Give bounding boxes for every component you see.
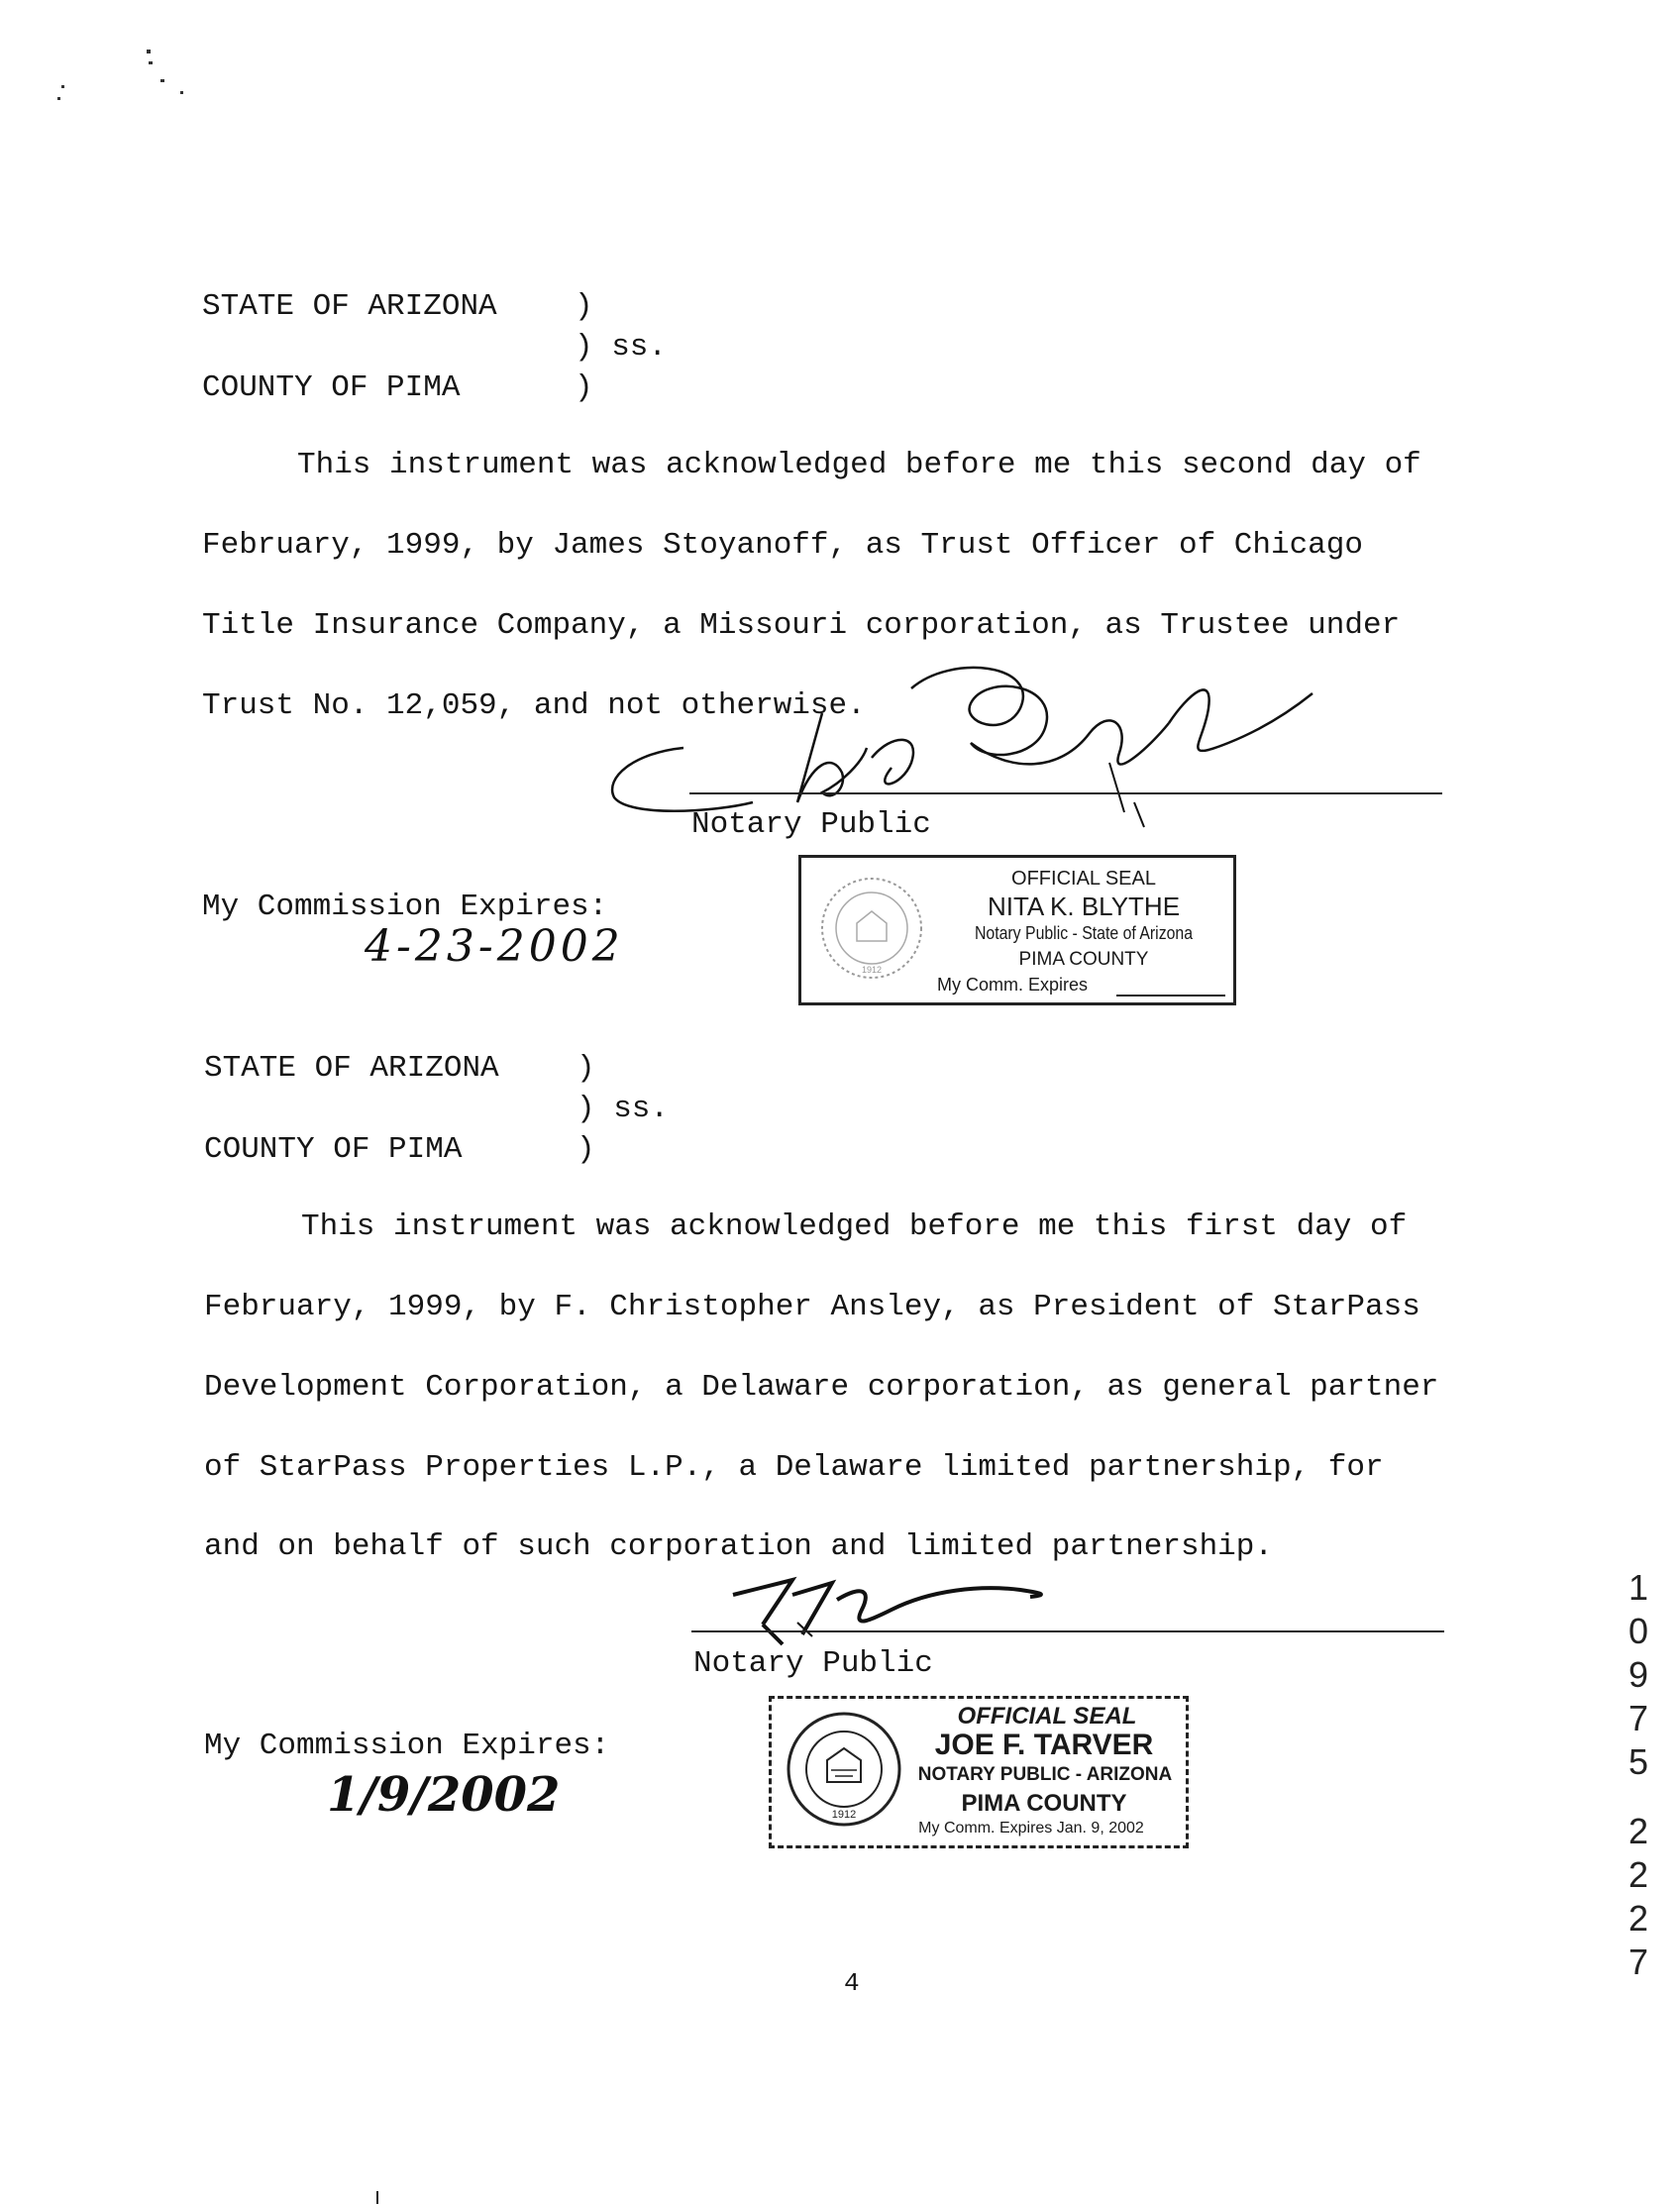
notary-signature-2: [723, 1565, 1119, 1654]
commission-date-handwritten: 1/9/2002: [327, 1767, 561, 1823]
ss-label: ) ss.: [575, 330, 668, 365]
signature-line-2: [691, 1630, 1444, 1632]
notary-public-label: Notary Public: [693, 1646, 933, 1681]
svg-text:1912: 1912: [831, 1809, 857, 1821]
stamp-digit: 2: [1628, 1811, 1649, 1851]
scan-speck: [160, 79, 164, 82]
seal-expiry-blank: [1116, 995, 1225, 997]
signature-line-1: [689, 792, 1442, 794]
paragraph-line: Title Insurance Company, a Missouri corporation, as Trustee under: [202, 608, 1401, 643]
stamp-digit: 2: [1628, 1898, 1649, 1939]
venue-paren: ): [575, 289, 593, 324]
seal-notary-name: NITA K. BLYTHE: [987, 892, 1181, 921]
paragraph-line: February, 1999, by F. Christopher Ansley, as President of StarPass: [204, 1290, 1420, 1324]
scan-edge-mark: [376, 2191, 378, 2204]
stamp-digit: 9: [1628, 1654, 1649, 1695]
paragraph-line: February, 1999, by James Stoyanoff, as Trust Officer of Chicago: [202, 528, 1363, 563]
paragraph-line: Trust No. 12,059, and not otherwise.: [202, 688, 866, 723]
paragraph-line: This instrument was acknowledged before me this second day of: [297, 448, 1421, 482]
seal-county: PIMA COUNTY: [1018, 949, 1149, 970]
state-seal-emblem-icon: [817, 874, 926, 983]
notary-signature-1: [594, 654, 1327, 832]
venue-paren: ): [577, 1051, 595, 1086]
seal-title: OFFICIAL SEAL: [957, 1703, 1137, 1730]
scan-speck: [149, 61, 153, 64]
seal-comm-expires: My Comm. Expires Jan. 9, 2002: [918, 1820, 1144, 1837]
stamp-digit: 0: [1628, 1611, 1649, 1651]
paragraph-line: and on behalf of such corporation and limited partnership.: [204, 1529, 1273, 1564]
stamp-digit: 1: [1628, 1567, 1649, 1608]
state-label: STATE OF ARIZONA: [204, 1051, 499, 1086]
paragraph-line: This instrument was acknowledged before me this first day of: [301, 1209, 1408, 1244]
seal-county: PIMA COUNTY: [961, 1790, 1127, 1817]
seal-notary-name: JOE F. TARVER: [934, 1729, 1154, 1761]
stamp-digit: 7: [1628, 1698, 1649, 1738]
seal-jurisdiction: Notary Public - State of Arizona: [974, 923, 1194, 943]
paragraph-line: Development Corporation, a Delaware corporation, as general partner: [204, 1370, 1439, 1405]
county-label: COUNTY OF PIMA: [202, 370, 461, 405]
state-label: STATE OF ARIZONA: [202, 289, 497, 324]
seal-comm-expires: My Comm. Expires: [936, 975, 1088, 995]
seal-title: OFFICIAL SEAL: [1011, 868, 1156, 890]
state-seal-emblem-icon: [784, 1709, 904, 1830]
stamp-digit: 7: [1628, 1942, 1649, 1982]
venue-paren: ): [577, 1132, 595, 1167]
commission-expires-label: My Commission Expires:: [204, 1729, 610, 1763]
stamp-digit: 2: [1628, 1854, 1649, 1895]
commission-expires-label: My Commission Expires:: [202, 890, 608, 924]
stamp-digit: 5: [1628, 1741, 1649, 1782]
svg-text:1912: 1912: [861, 965, 883, 975]
ss-label: ) ss.: [577, 1092, 670, 1126]
notary-public-label: Notary Public: [691, 807, 931, 842]
official-seal-2: [769, 1696, 1189, 1848]
scan-speck: [147, 50, 151, 53]
venue-paren: ): [575, 370, 593, 405]
official-seal-1: [798, 855, 1236, 1005]
paragraph-line: of StarPass Properties L.P., a Delaware limited partnership, for: [204, 1450, 1384, 1485]
scan-speck: [57, 97, 60, 100]
scan-speck: [180, 91, 183, 94]
commission-date-handwritten: 4-23-2002: [365, 921, 624, 972]
county-label: COUNTY OF PIMA: [204, 1132, 463, 1167]
seal-jurisdiction: NOTARY PUBLIC - ARIZONA: [917, 1764, 1173, 1785]
page-number: 4: [844, 1968, 860, 1998]
scan-speck: [61, 85, 64, 88]
